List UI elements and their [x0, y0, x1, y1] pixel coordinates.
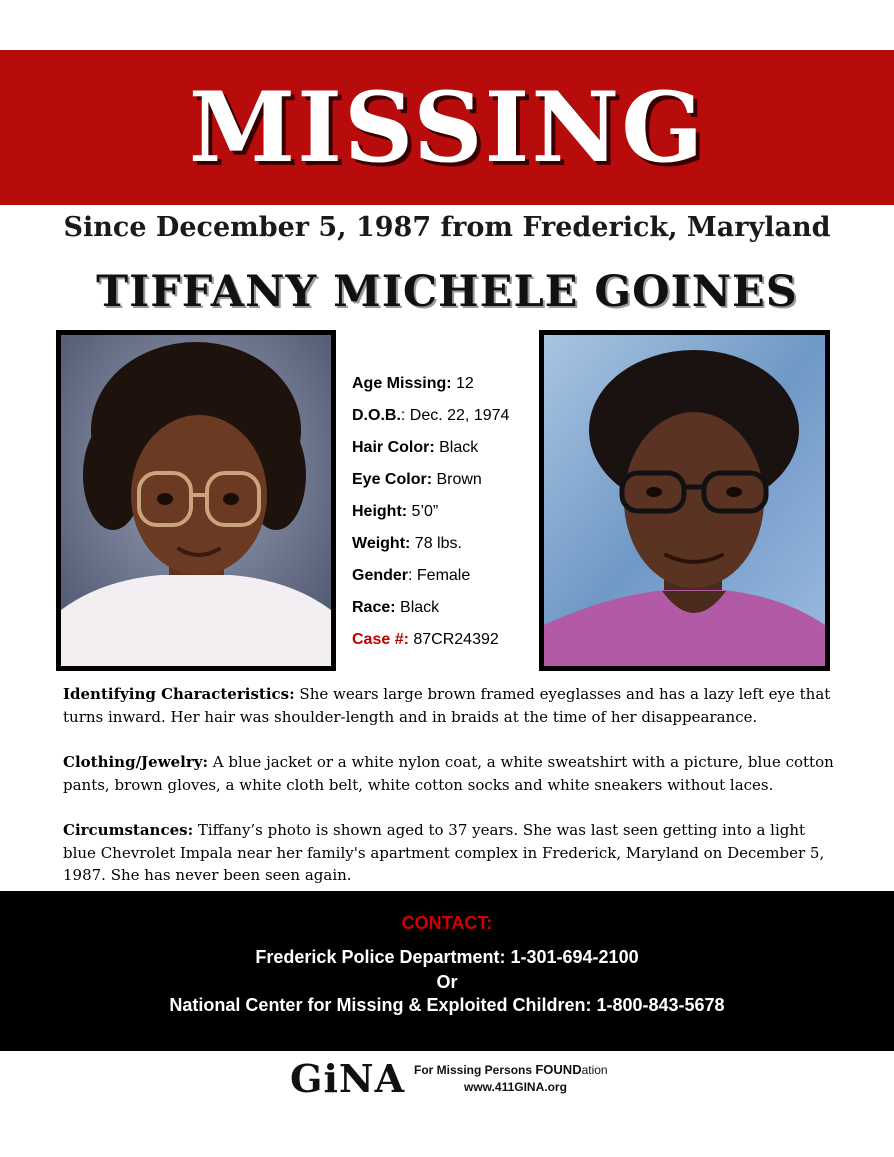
contact-police-phone: Frederick Police Department: 1-301-694-2100: [255, 947, 639, 967]
circumstances-paragraph: [63, 819, 838, 887]
childhood-portrait-image: [61, 335, 331, 666]
gina-logo-mark: GiNA: [290, 1056, 406, 1101]
detail-label: Gender: [352, 567, 409, 584]
detail-label: Hair Color:: [352, 439, 435, 456]
detail-age-missing: [352, 368, 532, 400]
detail-value: 12: [451, 375, 474, 392]
contact-ncmec-phone: National Center for Missing & Exploited Children: 1-800-843-5678: [169, 995, 725, 1015]
detail-label: Eye Color:: [352, 471, 433, 488]
contact-or: Or: [436, 972, 458, 992]
tagline-suffix: ation: [581, 1063, 608, 1077]
detail-height: [352, 496, 532, 528]
age-progressed-portrait-image: [544, 335, 825, 666]
detail-label: Race:: [352, 599, 396, 616]
detail-value: : Female: [408, 567, 471, 584]
detail-value: 78 lbs.: [410, 535, 462, 552]
detail-value: 87CR24392: [408, 631, 499, 648]
circumstances-text: Tiffany’s photo is shown aged to 37 years. She was last seen getting into a light blue Chevrolet Impala near her family's apartment complex in Frederick, Maryland on December 5, 1987. She has never been seen again.: [63, 821, 825, 884]
clothing-label: Clothing/Jewelry:: [63, 753, 208, 771]
detail-value: Black: [395, 599, 440, 616]
circumstances-label: Circumstances:: [63, 821, 194, 839]
detail-label: Weight:: [352, 535, 411, 552]
detail-value: : Dec. 22, 1974: [400, 407, 510, 424]
detail-eye-color: [352, 464, 532, 496]
detail-value: Brown: [432, 471, 482, 488]
banner-title: MISSING: [188, 71, 706, 184]
age-progressed-photo: [539, 330, 830, 671]
detail-label: Height:: [352, 503, 408, 520]
detail-label: Age Missing:: [352, 375, 452, 392]
detail-value: 5’0”: [407, 503, 439, 520]
detail-label: D.O.B.: [352, 407, 401, 424]
gina-website-link[interactable]: www.411GINA.org: [464, 1080, 567, 1094]
gina-tagline: [414, 1062, 608, 1077]
detail-gender: [352, 560, 532, 592]
details-list: [352, 368, 532, 656]
childhood-photo: [56, 330, 336, 671]
detail-race: [352, 592, 532, 624]
detail-hair-color: [352, 432, 532, 464]
clothing-text: A blue jacket or a white nylon coat, a white sweatshirt with a picture, blue cotton pants, brown gloves, a white cloth belt, white cotton socks and white sneakers without laces.: [63, 753, 834, 794]
missing-since-line: Since December 5, 1987 from Frederick, Maryland: [63, 212, 831, 243]
identifying-text: She wears large brown framed eyeglasses and has a lazy left eye that turns inward. Her hair was shoulder-length and in braids at the time of her disappearance.: [63, 685, 831, 726]
identifying-label: Identifying Characteristics:: [63, 685, 295, 703]
detail-weight: [352, 528, 532, 560]
contact-box: [0, 891, 894, 1051]
tagline-found: FOUND: [535, 1062, 582, 1077]
identifying-characteristics-paragraph: [63, 683, 838, 728]
contact-heading: CONTACT:: [401, 913, 493, 933]
clothing-paragraph: [63, 751, 838, 796]
detail-dob: [352, 400, 532, 432]
detail-value: Black: [434, 439, 479, 456]
missing-banner: [0, 50, 894, 205]
detail-label: Case #:: [352, 631, 409, 648]
tagline-prefix: For Missing Persons: [414, 1063, 536, 1077]
missing-person-name: TIFFANY MICHELE GOINES: [96, 267, 798, 317]
detail-case-number: [352, 624, 532, 656]
